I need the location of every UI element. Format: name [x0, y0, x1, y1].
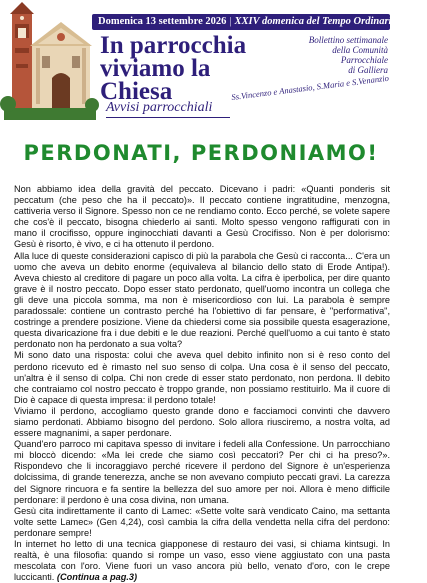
issue-bar	[92, 14, 427, 30]
church-illustration	[4, 4, 96, 120]
bulletin-line: Parrocchiale	[340, 55, 388, 65]
bulletin-line: della Comunità	[332, 45, 388, 55]
masthead	[0, 0, 427, 122]
article-paragraph	[14, 539, 390, 583]
liturgical-sunday: XXIV domenica del Tempo Ordinario	[234, 16, 397, 27]
title-line-1: In parrocchia	[100, 32, 247, 59]
subtitle-underline	[106, 117, 230, 118]
article-paragraph: Viviamo il perdono, accogliamo questo grande dono e facciamoci convinti che davvero siamo perdonati. Abbiamo bisogno del perdono. Solo allora riusciremo, a nostra volta, ad essere magnanimi, a saper perdonare.	[14, 405, 390, 439]
article-headline: PERDONATI, PERDONIAMO!	[23, 141, 379, 165]
subtitle: Avvisi parrocchiali	[106, 100, 213, 115]
bulletin-line: Bollettino settimanale	[308, 35, 388, 45]
continue-note: (Continua a pag.3)	[56, 572, 138, 583]
article-body	[14, 184, 390, 583]
bulletin-description	[278, 35, 388, 75]
article-paragraph-text: In internet ho letto di una tecnica giapponese di restauro dei vasi, si chiama kintsugi. In realtà, è una filosofia: quando si rompe un vaso, esso viene aggiustato con una pasta mescolata con l'oro. Viene fuori un vaso ancora più bello, venato d'oro, con le crepe luccicanti.	[14, 539, 390, 583]
bar-divider: |	[399, 16, 402, 27]
title-line-3: Chiesa	[100, 78, 173, 105]
parish-saints: Ss.Vincenzo e Anastasio, S.Maria e S.Venanzio	[230, 72, 390, 102]
issue-number: N°42	[404, 16, 427, 27]
bulletin-line: di Galliera	[348, 65, 388, 75]
issue-date: Domenica 13 settembre 2026	[98, 16, 227, 27]
article-paragraph: Alla luce di queste considerazioni capisco di più la parabola che Gesù ci racconta... C'era un uomo che aveva un debito enorme (equivaleva al bilancio dello stato di Erode Antipa!). Aveva chiesto al creditore di pagare un poco alla volta. La cifra è iperbolica, per dire quanto grave è il nostro peccato. Dopo esser stato perdonato, quell'uomo incontra un collega che gli deve una piccola somma, ma non è misericordioso con lui. La parabola è sempre paradossale: contiene un contrasto perché ha l'obiettivo di far pensare, è "performativa", costringe a prendere posizione. Viene da chiedersi come sia possibile questa esagerazione, questa divaricazione fra i due debiti e le due reazioni. Perché quell'uomo a cui tanto è stato perdonato non ha perdonato a sua volta?	[14, 250, 390, 350]
title-line-2: viviamo la	[100, 55, 211, 82]
article-paragraph: Non abbiamo idea della gravità del peccato. Dicevano i padri: «Quanti ponderis sit peccatum (che peso che ha il peccato)». Il peccato contiene ingratitudine, menzogna, cattiveria verso il Signore. Spesso non ce ne rendiamo conto. Ecco perché, se volete sapere che cos'è il peccato, bisogna chiederlo ai santi. Molto spesso vengono raffigurati con in mano il crocifisso, oppure inginocchiati davanti a Gesù Crocifisso. Non è per dolorismo: Gesù è risorto, è vivo, e ci ha ottenuto il perdono.	[14, 184, 390, 250]
article-paragraph: Gesù cita indirettamente il canto di Lamec: «Sette volte sarà vendicato Caino, ma settanta volte sette Lamec» (Gen 4,24), così cambia la cifra della vendetta nella cifra del perdono: perdonare sempre!	[14, 505, 390, 538]
bar-divider: |	[229, 16, 232, 27]
article-paragraph: Quand'ero parroco mi capitava spesso di invitare i fedeli alla Confessione. Un parrocchiano mi bloccò dicendo: «Ma lei crede che siamo così peccatori? Per chi ci ha preso?». Rispondevo che li incoraggiavo perché ricevere il perdono del Signore è un'esperienza dolcissima, di grande tenerezza, anche se non avevano compiuto peccati gravi. La carezza del Signore rincuora e fa sentire la bellezza del suo amore per noi. Allora è meno difficile perdonare: il perdono è una cosa divina, non umana.	[14, 439, 390, 505]
article-paragraph: Mi sono dato una risposta: colui che aveva quel debito infinito non si è reso conto del perdono ricevuto ed è rimasto nel suo senso di colpa. Una cosa è il senso del peccato, un'altra è il senso di colpa. Chi non crede di esser stato perdonato, non perdona. Il debito che contraiamo col nostro peccato è troppo grande, non possiamo restituirlo. Ma il cuore di Dio è capace di questa impresa: il perdono totale!	[14, 350, 390, 405]
